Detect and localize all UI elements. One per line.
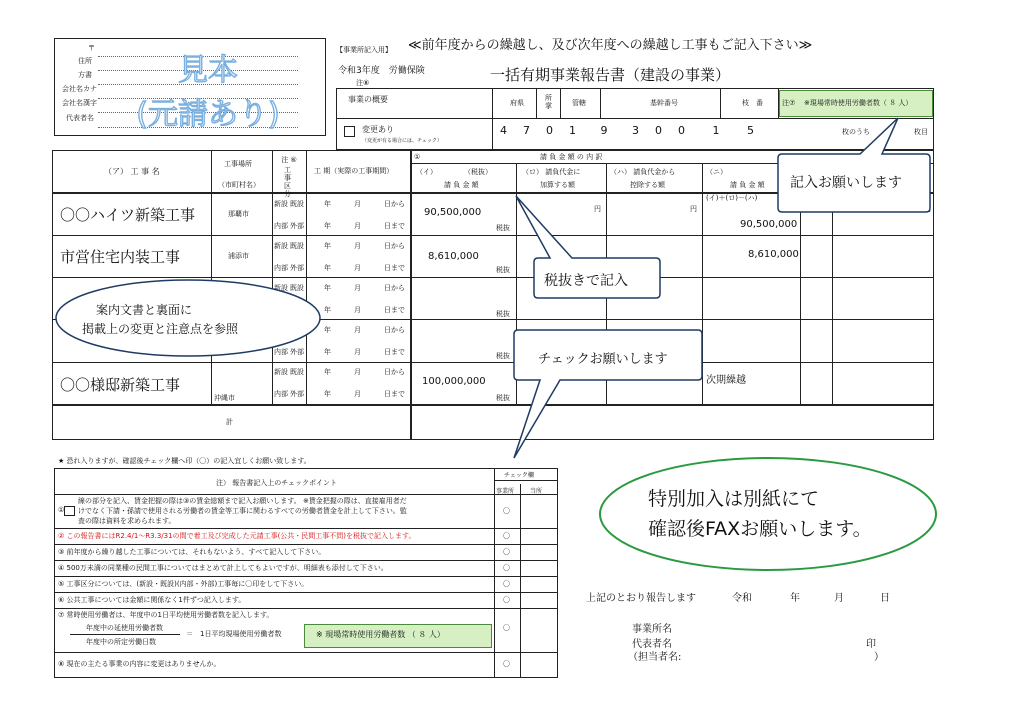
check-mark[interactable]: 〇	[503, 580, 510, 588]
type-interior: 内部	[274, 264, 288, 272]
number-digit: 0	[546, 124, 553, 137]
period-month: 月	[354, 242, 361, 250]
checklist-intro: ★ 恐れ入りますが、確認後チェック欄へ印（〇）の記入宜しくお願い致します。	[58, 457, 311, 465]
row-location: 浦添市	[228, 252, 249, 260]
check-mark[interactable]: 〇	[503, 660, 510, 668]
item6: ⑥ 公共工事については金額に関係なく1件ずつ記入します。	[58, 596, 246, 604]
row-total: 90,500,000	[740, 219, 798, 230]
guide-line1: 案内文書と裏面に	[96, 303, 193, 317]
check-mark[interactable]: 〇	[503, 596, 510, 604]
care-of-label: 方書	[78, 71, 92, 79]
col-name-header: （ア） 工 事 名	[104, 167, 160, 176]
row-total: 次期繰越	[706, 375, 746, 386]
type-existing: 既設	[290, 284, 304, 292]
period-month: 月	[354, 390, 361, 398]
period-month: 月	[354, 284, 361, 292]
year-insurance: 令和3年度 労働保険	[338, 66, 425, 76]
representative-label: 代表者名	[66, 114, 94, 122]
report-line: 上記のとおり報告します	[586, 593, 696, 604]
period-month: 月	[354, 326, 361, 334]
type-interior: 内部	[274, 348, 288, 356]
row-name: 〇〇様邸新築工事	[60, 376, 181, 394]
col-type-header: 工 事 区 分	[284, 166, 291, 198]
workers-text: ※現場常時使用労働者数（ ８ 人）	[804, 99, 913, 107]
col-a-header: （イ）	[416, 168, 437, 176]
number-digit: 0	[655, 124, 662, 137]
row-location: 那覇市	[228, 210, 249, 218]
row-amount: 8,610,000	[428, 251, 479, 262]
item7-box-text: ※ 現場常時使用労働者数 （ ８ 人）	[316, 630, 445, 639]
type-new: 新設	[274, 200, 288, 208]
office-col-header: 事業所	[496, 488, 515, 495]
row-name: 市営住宅内装工事	[60, 248, 181, 266]
table-line	[494, 468, 495, 678]
callout-check-request-text: チェックお願いします	[538, 352, 668, 367]
tax-excl: 税抜	[496, 394, 510, 402]
period-year: 年	[324, 242, 331, 250]
type-new: 新設	[274, 242, 288, 250]
number-digit: 4	[500, 124, 507, 137]
special-line2: 確認後FAXお願いします。	[648, 518, 872, 540]
type-existing: 既設	[290, 242, 304, 250]
period-from: 日から	[384, 200, 405, 208]
period-until: 日まで	[384, 306, 405, 314]
form-title: 一括有期事業報告書（建設の事業）	[490, 66, 731, 84]
check-mark[interactable]: 〇	[503, 624, 510, 632]
amount-header-num: ①	[414, 153, 421, 161]
agency-col-header: 当所	[530, 488, 543, 495]
period-month: 月	[354, 200, 361, 208]
col-b-header: （ロ） 請負代金に	[522, 168, 581, 176]
col-location-header: 工事場所	[224, 160, 252, 168]
period-year: 年	[324, 200, 331, 208]
total-label: 計	[226, 418, 233, 426]
item4: ④ 500万未満の同業種の民間工事についてはまとめて計上してもよいですが、明細表も添付して下さい。	[58, 564, 388, 572]
type-interior: 内部	[274, 222, 288, 230]
note7-label: 注⑦	[782, 99, 796, 107]
type-existing: 既設	[290, 368, 304, 376]
branch-label: 枝 番	[742, 99, 763, 107]
office-use-label: 【事業所記入用】	[336, 46, 392, 54]
period-year: 年	[324, 306, 331, 314]
month-label: 月	[834, 593, 844, 604]
sample-line1: 見本	[178, 53, 238, 88]
jurisdiction-label: 管轄	[572, 99, 586, 107]
row-name: 〇〇ハイツ新築工事	[60, 206, 196, 224]
item2: ② この報告書にはR2.4/1～R3.3/31の間で着工及び完成した元請工事(公共・民間工事不問)を税抜で記入します。	[58, 532, 416, 540]
number-digit: 7	[523, 124, 530, 137]
special-line1: 特別加入は別紙にて	[648, 488, 820, 510]
type-interior: 内部	[274, 390, 288, 398]
period-month: 月	[354, 306, 361, 314]
check-mark[interactable]: 〇	[503, 564, 510, 572]
office-name-label: 事業所名	[632, 624, 672, 635]
fraction-bar	[70, 634, 180, 635]
item7-denominator: 年度中の所定労働日数	[86, 638, 156, 646]
table-line	[54, 576, 558, 577]
col-a-header-3: 請 負 金 額	[444, 181, 479, 189]
change-note: （変更が有る場合には、チェック）	[362, 138, 442, 144]
tax-excl: 税抜	[496, 352, 510, 360]
type-new: 新設	[274, 368, 288, 376]
type-exterior: 外部	[290, 264, 304, 272]
col-note6-header: 注 ⑥	[281, 156, 297, 164]
item7: ⑦ 常時使用労働者は、年度中の1日平均使用労働者数を記入します。	[58, 611, 274, 619]
type-exterior: 外部	[290, 348, 304, 356]
sheet-of-label: 枚のうち	[842, 128, 870, 136]
overview-label: 事業の概要	[348, 95, 388, 104]
table-line	[520, 484, 521, 678]
table-line	[54, 528, 558, 529]
change-label: 変更あり	[362, 125, 394, 134]
number-digit: 9	[600, 124, 608, 137]
contact-end: ）	[874, 652, 884, 663]
yen-mark: 円	[594, 205, 601, 213]
table-line	[54, 494, 558, 495]
row-location: 沖縄市	[214, 394, 235, 402]
item5: ⑤ 工事区分については、(新設・既設)(内部・外部)工事毎に〇印をして下さい。	[58, 580, 309, 588]
prefecture-label: 府県	[510, 99, 524, 107]
callout-tax-excluded-text: 税抜きで記入	[544, 273, 628, 289]
period-month: 月	[354, 264, 361, 272]
row-amount: 90,500,000	[424, 207, 482, 218]
row-amount: 100,000,000	[422, 376, 486, 387]
contact-label: （担当者名:	[628, 652, 682, 663]
period-year: 年	[324, 390, 331, 398]
period-until: 日まで	[384, 222, 405, 230]
year-label: 年	[790, 593, 800, 604]
checklist-header: 注） 報告書記入上のチェックポイント	[216, 479, 338, 487]
table-line	[54, 652, 558, 653]
col-period-header: 工 期（実際の工事期間）	[314, 167, 394, 175]
col-d-header: （ニ）	[706, 168, 727, 176]
base-number-label: 基幹番号	[650, 99, 678, 107]
tax-excl: 税抜	[496, 266, 510, 274]
item8: ⑧ 現在の主たる事業の内容に変更はありませんか。	[58, 660, 221, 668]
tax-excl: 税抜	[496, 224, 510, 232]
period-from: 日から	[384, 284, 405, 292]
period-until: 日まで	[384, 390, 405, 398]
item1-line-c: 査の際は資料を求められます。	[78, 517, 176, 525]
type-exterior: 外部	[290, 390, 304, 398]
period-until: 日まで	[384, 348, 405, 356]
header-notice: ≪前年度からの繰越し、及び次年度への繰越し工事もご記入下さい≫	[408, 38, 813, 53]
col-d-header-2: 請 負 金 額	[730, 181, 765, 189]
period-until: 日まで	[384, 264, 405, 272]
period-from: 日から	[384, 326, 405, 334]
item7-result: 1日平均現場使用労働者数	[200, 630, 282, 638]
day-label: 日	[880, 593, 890, 604]
address-label: 住所	[78, 57, 92, 65]
callout-fill-request	[778, 118, 930, 212]
number-digit: 5	[747, 124, 754, 137]
period-year: 年	[324, 284, 331, 292]
period-from: 日から	[384, 242, 405, 250]
check-mark[interactable]: 〇	[503, 548, 510, 556]
number-digit: 3	[632, 124, 639, 137]
period-month: 月	[354, 222, 361, 230]
type-exterior: 外部	[290, 222, 304, 230]
tax-excl: 税抜	[496, 310, 510, 318]
note8-label: 注⑧	[356, 79, 370, 87]
item1-num: ①	[58, 506, 65, 514]
callout-fill-request-text: 記入お願いします	[790, 175, 902, 191]
yen-mark: 円	[690, 205, 697, 213]
type-new: 新設	[274, 284, 288, 292]
amount-header: 請 負 金 額 の 内 訳	[540, 153, 603, 161]
item7-equals: ＝	[186, 630, 193, 638]
number-digit: 1	[712, 124, 720, 137]
check-col-header: チェック欄	[504, 472, 534, 479]
item1-line-sample	[64, 506, 75, 516]
check-mark[interactable]: 〇	[503, 532, 510, 540]
item1-line-b: けでなく下請・孫請で使用される労働者の賃金等工事に関わるすべての労働者賃金を計上して下さい。監	[78, 507, 407, 515]
period-from: 日から	[384, 368, 405, 376]
item3: ③ 前年度から繰り越した工事については、それもないよう、すべて記入して下さい。	[58, 548, 326, 556]
item1-line-a: 線の部分を記入、賃金把握の際は③の賃金総額まで記入お願いします。 ※賃金把握の際は、直接雇用者だ	[78, 497, 407, 505]
type-existing: 既設	[290, 200, 304, 208]
rep-name-label: 代表者名	[632, 639, 672, 650]
table-line	[54, 608, 558, 609]
col-c-header-2: 控除する額	[630, 181, 665, 189]
period-month: 月	[354, 348, 361, 356]
guide-ellipse	[56, 280, 320, 356]
era-label: 令和	[732, 593, 752, 604]
table-line	[54, 560, 558, 561]
col-a-header-2: （税抜）	[464, 168, 492, 176]
col-c-header: （ハ） 請負代金から	[610, 168, 676, 176]
period-year: 年	[324, 326, 331, 334]
sample-line2: (元請あり)	[136, 97, 280, 132]
check-mark[interactable]: 〇	[503, 507, 510, 515]
guide-line2: 掲載上の変更と注意点を参照	[82, 322, 239, 336]
period-year: 年	[324, 264, 331, 272]
company-kanji-label: 会社名漢字	[62, 99, 97, 107]
seal-label: 印	[866, 639, 876, 650]
number-digit: 1	[569, 124, 576, 137]
sheet-no-label: 枚目	[914, 128, 928, 136]
period-year: 年	[324, 222, 331, 230]
row-total: 8,610,000	[748, 249, 799, 260]
table-line	[494, 480, 558, 481]
table-line	[54, 544, 558, 545]
item7-numerator: 年度中の延使用労働者数	[86, 624, 163, 632]
period-month: 月	[354, 368, 361, 376]
table-line	[54, 592, 558, 593]
number-digit: 0	[678, 124, 685, 137]
col-b-header-2: 加算する額	[540, 181, 575, 189]
col-d-header-3: (イ)＋(ロ)－(ハ)	[706, 194, 758, 202]
period-year: 年	[324, 348, 331, 356]
office-code-label: 所掌	[545, 94, 552, 110]
period-year: 年	[324, 368, 331, 376]
col-location-sub: （市町村名）	[218, 181, 260, 189]
company-kana-label: 会社名カナ	[62, 85, 97, 93]
postal-label: 〒	[88, 44, 95, 52]
